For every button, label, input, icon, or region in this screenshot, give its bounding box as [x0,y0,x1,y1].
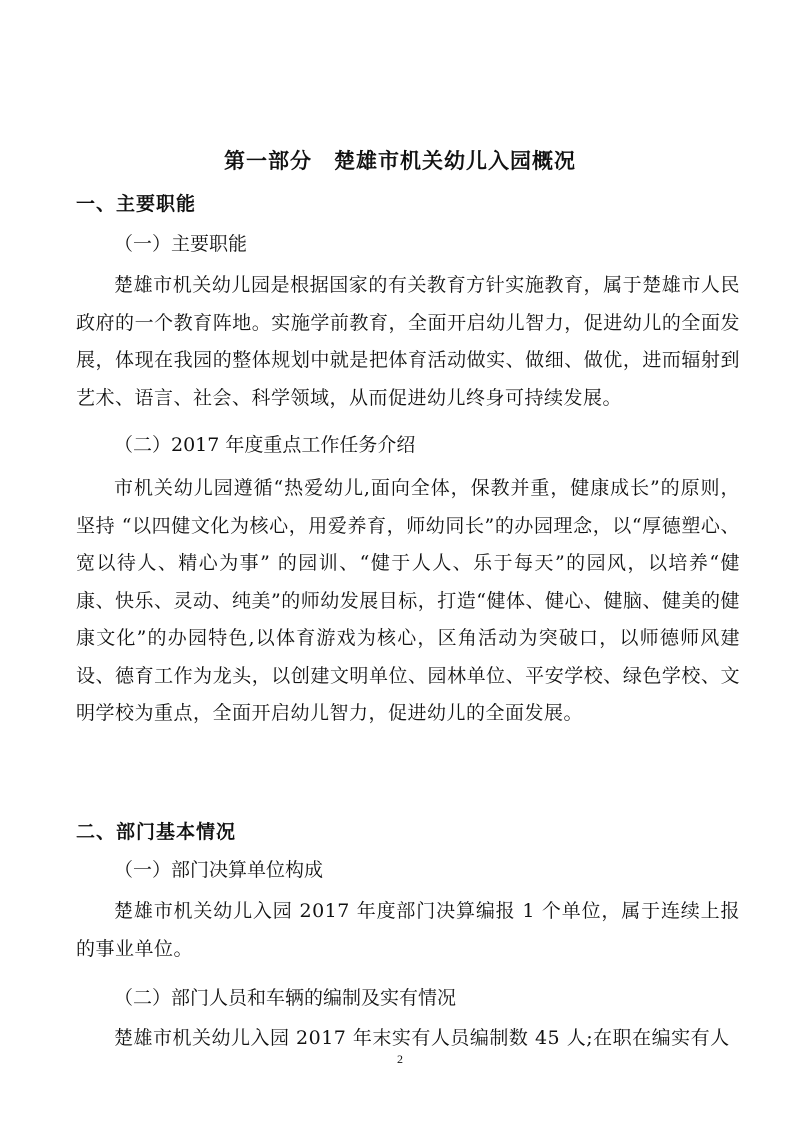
page-title: 第一部分 楚雄市机关幼儿入园概况 [224,149,576,173]
paragraph-staff-vehicles: 楚雄市机关幼儿入园 2017 年末实有人员编制数 45 人;在职在编实有人 [114,1027,730,1049]
paragraph-key-tasks: 市机关幼儿园遵循“热爱幼儿,面向全体，保教并重，健康成长”的原则，坚持 “以四健文化为核心，用爱养育，师幼同长”的办园理念，以“厚德塑心、宽以待人、精心为事” 的园训、“健于人人、乐于每天”的园风，以培养“健康、快乐、灵动、纯美”的师幼发展目标，打造“健体、健心、健脑、健美的健康文化”的办园特色,以体育游戏为核心，区角活动为突破口，以师德师风建设、德育工作为龙头，以创建文明单位、园林单位、平安学校、绿色学校、文明学校为重点，全面开启幼儿智力，促进幼儿的全面发展。 [76,477,740,724]
subsection-heading-main-functions: （一）主要职能 [114,233,248,255]
section-heading-main-functions: 一、主要职能 [76,193,197,215]
subsection-heading-staff-vehicles: （二）部门人员和车辆的编制及实有情况 [114,987,457,1009]
subsection-heading-key-tasks: （二）2017 年度重点工作任务介绍 [114,434,416,456]
paragraph-unit-composition: 楚雄市机关幼儿入园 2017 年度部门决算编报 1 个单位，属于连续上报的事业单位。 [76,900,740,960]
section-heading-department-info: 二、部门基本情况 [76,821,237,843]
subsection-heading-unit-composition: （一）部门决算单位构成 [114,859,324,881]
page-number: 2 [397,1052,403,1066]
paragraph-main-functions: 楚雄市机关幼儿园是根据国家的有关教育方针实施教育，属于楚雄市人民政府的一个教育阵地。实施学前教育，全面开启幼儿智力，促进幼儿的全面发展，体现在我园的整体规划中就是把体育活动做实、做细、做优，进而辐射到艺术、语言、社会、科学领域，从而促进幼儿终身可持续发展。 [76,274,740,409]
